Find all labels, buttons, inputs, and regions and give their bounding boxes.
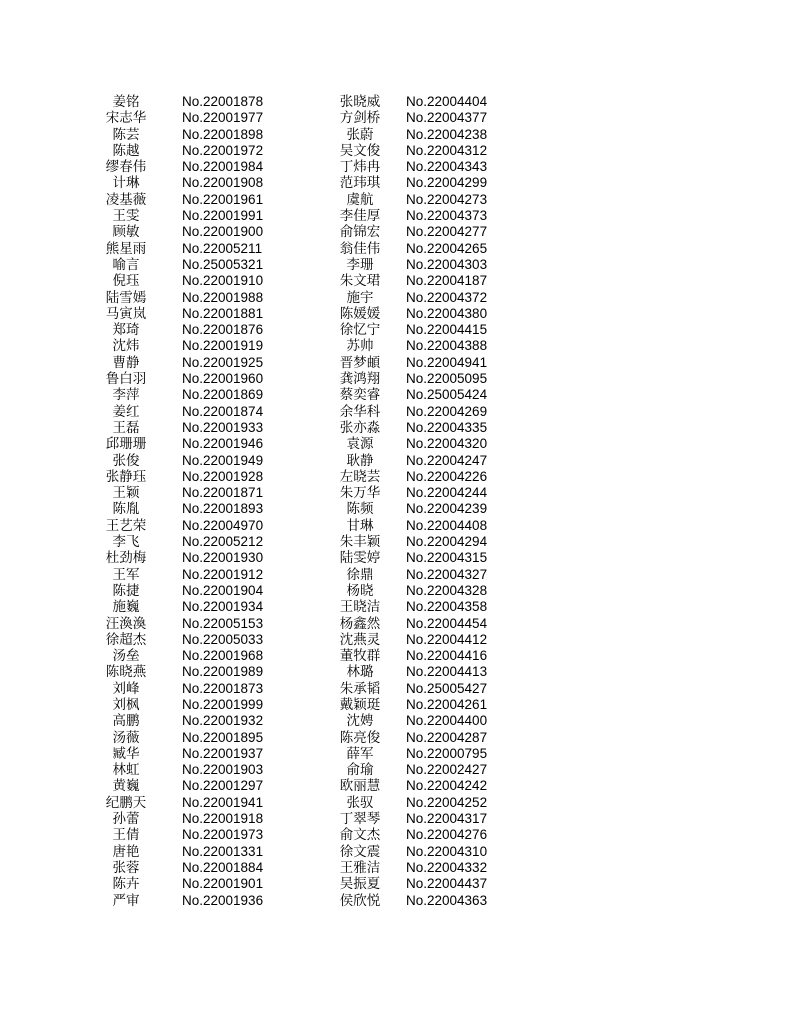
table-row — [70, 844, 518, 860]
name-cell: 计琳 — [112, 175, 140, 192]
name-cell: 陈越 — [112, 142, 140, 159]
id-number-cell: No.22004416 — [406, 648, 488, 664]
id-number-cell: No.22004276 — [406, 827, 488, 843]
name-cell: 刘枫 — [112, 696, 140, 713]
name-cell: 俞瑜 — [346, 762, 374, 779]
name-cell: 董牧群 — [339, 648, 381, 665]
id-number-cell: No.22004310 — [406, 843, 488, 859]
id-number-cell: No.22004343 — [406, 159, 488, 175]
name-cell: 余华科 — [339, 403, 381, 420]
id-number-cell: No.22004242 — [406, 778, 488, 794]
id-number-cell: No.22001932 — [182, 713, 264, 729]
id-number-cell: No.22001331 — [182, 843, 264, 859]
table-row — [70, 567, 518, 583]
name-cell: 甘琳 — [346, 517, 374, 534]
table-row — [70, 811, 518, 827]
table-row — [70, 355, 518, 371]
name-cell: 缪春伟 — [105, 159, 147, 176]
id-number-cell: No.22005095 — [406, 371, 488, 387]
name-cell: 龚鸿翔 — [339, 371, 381, 388]
name-cell: 曹静 — [112, 354, 140, 371]
id-number-cell: No.22004373 — [406, 208, 488, 224]
table-row — [70, 648, 518, 664]
name-cell: 汤垒 — [112, 648, 140, 665]
id-number-cell: No.22001297 — [182, 778, 264, 794]
id-number-cell: No.22001900 — [182, 224, 264, 240]
id-number-cell: No.22004269 — [406, 403, 488, 419]
name-cell: 李萍 — [112, 387, 140, 404]
id-number-cell: No.22004941 — [406, 354, 488, 370]
id-number-cell: No.22004303 — [406, 256, 488, 272]
name-cell: 王雅洁 — [339, 859, 381, 876]
name-cell: 李珊 — [346, 256, 374, 273]
name-cell: 王晓洁 — [339, 599, 381, 616]
id-number-cell: No.22004277 — [406, 224, 488, 240]
name-cell: 丁翠琴 — [339, 811, 381, 828]
table-row — [70, 795, 518, 811]
table-row — [70, 192, 518, 208]
name-cell: 蔡奕睿 — [339, 387, 381, 404]
name-cell: 欧丽慧 — [339, 778, 381, 795]
name-cell: 丁炜冉 — [339, 159, 381, 176]
name-cell: 刘峰 — [112, 680, 140, 697]
table-row — [70, 273, 518, 289]
table-row — [70, 713, 518, 729]
name-cell: 汪渙渙 — [105, 615, 147, 632]
table-row — [70, 257, 518, 273]
name-cell: 袁源 — [346, 436, 374, 453]
name-cell: 汤薇 — [112, 729, 140, 746]
table-row — [70, 681, 518, 697]
id-number-cell: No.22004299 — [406, 175, 488, 191]
id-number-cell: No.22001973 — [182, 827, 264, 843]
id-number-cell: No.22001928 — [182, 468, 264, 484]
table-row — [70, 616, 518, 632]
table-row — [70, 290, 518, 306]
name-cell: 徐鼎 — [346, 566, 374, 583]
table-row — [70, 127, 518, 143]
name-cell: 林璐 — [346, 664, 374, 681]
name-cell: 熊星雨 — [105, 240, 147, 257]
id-number-cell: No.22004315 — [406, 550, 488, 566]
name-cell: 严审 — [112, 892, 140, 909]
id-number-cell: No.22004415 — [406, 322, 488, 338]
table-row — [70, 306, 518, 322]
id-number-cell: No.22001991 — [182, 208, 264, 224]
name-cell: 张静珏 — [105, 468, 147, 485]
table-row — [70, 827, 518, 843]
id-number-cell: No.22004377 — [406, 110, 488, 126]
id-number-cell: No.22004273 — [406, 191, 488, 207]
id-number-cell: No.22001881 — [182, 305, 264, 321]
name-cell: 王艺荣 — [105, 517, 147, 534]
id-number-cell: No.22004372 — [406, 289, 488, 305]
name-cell: 朱承韬 — [339, 680, 381, 697]
id-number-cell: No.22004404 — [406, 94, 488, 109]
table-row — [70, 697, 518, 713]
id-number-cell: No.22000795 — [406, 745, 488, 761]
id-number-cell: No.22001904 — [182, 582, 264, 598]
name-cell: 王颖 — [112, 485, 140, 502]
id-number-cell: No.22005033 — [182, 631, 264, 647]
id-number-cell: No.22004388 — [406, 338, 488, 354]
name-cell: 李飞 — [112, 534, 140, 551]
name-cell: 沈炜 — [112, 338, 140, 355]
table-row — [70, 893, 518, 909]
id-number-cell: No.22004400 — [406, 713, 488, 729]
name-cell: 黄巍 — [112, 778, 140, 795]
name-cell: 陆雯婷 — [339, 550, 381, 567]
name-cell: 邱珊珊 — [105, 436, 147, 453]
id-number-cell: No.22001961 — [182, 191, 264, 207]
id-number-cell: No.22001874 — [182, 403, 264, 419]
name-cell: 沈燕灵 — [339, 631, 381, 648]
id-number-cell: No.22001893 — [182, 501, 264, 517]
name-cell: 耿静 — [346, 452, 374, 469]
table-row — [70, 485, 518, 501]
name-cell: 郑琦 — [112, 322, 140, 339]
name-cell: 王磊 — [112, 419, 140, 436]
id-number-cell: No.22001941 — [182, 794, 264, 810]
name-cell: 张蓉 — [112, 859, 140, 876]
name-cell: 王倩 — [112, 827, 140, 844]
table-row — [70, 110, 518, 126]
id-number-cell: No.22005211 — [182, 240, 263, 256]
name-cell: 喻言 — [112, 256, 140, 273]
id-number-cell: No.22004317 — [406, 811, 488, 827]
id-number-cell: No.22004261 — [406, 696, 488, 712]
id-number-cell: No.22004226 — [406, 468, 488, 484]
table-row — [70, 404, 518, 420]
id-number-cell: No.22004252 — [406, 794, 488, 810]
id-number-cell: No.22001873 — [182, 680, 264, 696]
name-cell: 宋志华 — [105, 110, 147, 127]
id-number-cell: No.22001946 — [182, 436, 264, 452]
id-number-cell: No.22004287 — [406, 729, 488, 745]
name-cell: 侯欣悦 — [339, 892, 381, 909]
name-cell: 马寅岚 — [105, 305, 147, 322]
name-cell: 虞航 — [346, 191, 374, 208]
table-row — [70, 94, 518, 110]
name-cell: 鲁白羽 — [105, 371, 147, 388]
id-number-cell: No.22004363 — [406, 892, 488, 908]
name-cell: 朱万华 — [339, 485, 381, 502]
table-row — [70, 175, 518, 191]
id-number-cell: No.22001901 — [182, 876, 264, 892]
id-number-cell: No.22004244 — [406, 485, 488, 501]
name-cell: 张亦淼 — [339, 419, 381, 436]
table-row — [70, 501, 518, 517]
roster-body — [70, 94, 518, 909]
name-cell: 俞文杰 — [339, 827, 381, 844]
id-number-cell: No.22004238 — [406, 126, 488, 142]
id-number-cell: No.22001871 — [182, 485, 264, 501]
name-cell: 徐文震 — [339, 843, 381, 860]
table-row — [70, 632, 518, 648]
name-cell: 顾敏 — [112, 224, 140, 241]
id-number-cell: No.22001968 — [182, 648, 264, 664]
name-cell: 凌基薇 — [105, 191, 147, 208]
id-number-cell: No.22001918 — [182, 811, 264, 827]
table-row — [70, 143, 518, 159]
table-row — [70, 876, 518, 892]
table-row — [70, 420, 518, 436]
name-cell: 戴颖珽 — [339, 696, 381, 713]
name-cell: 吴振夏 — [339, 876, 381, 893]
id-number-cell: No.22001930 — [182, 550, 264, 566]
id-number-cell: No.22001936 — [182, 892, 264, 908]
name-cell: 张驭 — [346, 794, 374, 811]
name-cell: 薛军 — [346, 745, 374, 762]
table-row — [70, 208, 518, 224]
id-number-cell: No.22004380 — [406, 305, 488, 321]
id-number-cell: No.22004332 — [406, 859, 488, 875]
id-number-cell: No.22004437 — [406, 876, 488, 892]
name-cell: 苏帅 — [346, 338, 374, 355]
name-cell: 张俊 — [112, 452, 140, 469]
id-number-cell: No.22004328 — [406, 582, 488, 598]
table-row — [70, 730, 518, 746]
id-number-cell: No.22001960 — [182, 371, 264, 387]
name-cell: 陈捷 — [112, 582, 140, 599]
id-number-cell: No.22004335 — [406, 419, 488, 435]
id-number-cell: No.22004320 — [406, 436, 488, 452]
id-number-cell: No.22004247 — [406, 452, 488, 468]
name-cell: 范玮琪 — [339, 175, 381, 192]
id-number-cell: No.22001984 — [182, 159, 264, 175]
id-number-cell: No.22004265 — [406, 240, 488, 256]
table-row — [70, 518, 518, 534]
id-number-cell: No.22001876 — [182, 322, 264, 338]
name-cell: 晋梦頔 — [339, 354, 381, 371]
name-cell: 吴文俊 — [339, 142, 381, 159]
name-cell: 徐忆宁 — [339, 322, 381, 339]
name-cell: 倪珏 — [112, 273, 140, 290]
table-row — [70, 338, 518, 354]
id-number-cell: No.22004408 — [406, 517, 488, 533]
id-number-cell: No.22001999 — [182, 696, 264, 712]
table-row — [70, 664, 518, 680]
id-number-cell: No.22004327 — [406, 566, 488, 582]
id-number-cell: No.22005153 — [182, 615, 264, 631]
table-row — [70, 860, 518, 876]
name-cell: 张蔚 — [346, 126, 374, 143]
id-number-cell: No.22002427 — [406, 762, 488, 778]
table-row — [70, 599, 518, 615]
name-cell: 陈频 — [346, 501, 374, 518]
name-cell: 翁佳伟 — [339, 240, 381, 257]
name-cell: 俞锦宏 — [339, 224, 381, 241]
id-number-cell: No.22001919 — [182, 338, 264, 354]
id-number-cell: No.22004294 — [406, 534, 488, 550]
name-cell: 陈胤 — [112, 501, 140, 518]
id-number-cell: No.22001977 — [182, 110, 264, 126]
name-cell: 陆雪嫣 — [105, 289, 147, 306]
id-number-cell: No.22004412 — [406, 631, 488, 647]
name-cell: 朱文珺 — [339, 273, 381, 290]
id-number-cell: No.22001925 — [182, 354, 264, 370]
name-cell: 张晓威 — [339, 94, 381, 110]
name-cell: 李佳厚 — [339, 208, 381, 225]
name-cell: 徐超杰 — [105, 631, 147, 648]
name-cell: 方剑桥 — [339, 110, 381, 127]
id-number-cell: No.22001903 — [182, 762, 264, 778]
name-cell: 陈媛媛 — [339, 305, 381, 322]
id-number-cell: No.22001949 — [182, 452, 264, 468]
id-number-cell: No.22001937 — [182, 745, 264, 761]
table-row — [70, 583, 518, 599]
table-row — [70, 436, 518, 452]
id-number-cell: No.22001910 — [182, 273, 264, 289]
id-number-cell: No.22004413 — [406, 664, 488, 680]
id-number-cell: No.22001898 — [182, 126, 264, 142]
name-cell: 臧华 — [112, 745, 140, 762]
name-cell: 左晓芸 — [339, 468, 381, 485]
id-number-cell: No.22004187 — [406, 273, 488, 289]
name-cell: 姜红 — [112, 403, 140, 420]
id-number-cell: No.25005427 — [406, 680, 488, 696]
table-row — [70, 534, 518, 550]
name-cell: 陈晓燕 — [105, 664, 147, 681]
name-cell: 林虹 — [112, 762, 140, 779]
id-number-cell: No.22001989 — [182, 664, 264, 680]
id-number-cell: No.22001972 — [182, 142, 264, 158]
name-cell: 杜劲梅 — [105, 550, 147, 567]
table-row — [70, 371, 518, 387]
name-cell: 施巍 — [112, 599, 140, 616]
name-cell: 施宇 — [346, 289, 374, 306]
table-row — [70, 159, 518, 175]
name-cell: 纪鹏天 — [105, 794, 147, 811]
table-row — [70, 746, 518, 762]
name-cell: 陈芸 — [112, 126, 140, 143]
id-number-cell: No.22001933 — [182, 419, 264, 435]
name-cell: 王军 — [112, 566, 140, 583]
table-row — [70, 387, 518, 403]
id-number-cell: No.22001908 — [182, 175, 264, 191]
id-number-cell: No.22001988 — [182, 289, 264, 305]
id-number-cell: No.22004358 — [406, 599, 488, 615]
name-cell: 王雯 — [112, 208, 140, 225]
name-cell: 朱丰颖 — [339, 534, 381, 551]
table-row — [70, 550, 518, 566]
id-number-cell: No.22001878 — [182, 94, 264, 109]
id-number-cell: No.25005424 — [406, 387, 488, 403]
roster-table — [70, 94, 518, 909]
name-cell: 孙蕾 — [112, 811, 140, 828]
id-number-cell: No.22004970 — [182, 517, 264, 533]
table-row — [70, 469, 518, 485]
table-row — [70, 322, 518, 338]
id-number-cell: No.22001912 — [182, 566, 264, 582]
name-cell: 沈娉 — [346, 713, 374, 730]
table-row — [70, 241, 518, 257]
id-number-cell: No.22004312 — [406, 142, 488, 158]
id-number-cell: No.22001869 — [182, 387, 264, 403]
id-number-cell: No.22001895 — [182, 729, 264, 745]
name-cell: 陈卉 — [112, 876, 140, 893]
table-row — [70, 224, 518, 240]
id-number-cell: No.25005321 — [182, 256, 264, 272]
id-number-cell: No.22005212 — [182, 534, 264, 550]
name-cell: 姜铭 — [112, 94, 140, 110]
table-row — [70, 778, 518, 794]
name-cell: 杨晓 — [346, 582, 374, 599]
table-row — [70, 453, 518, 469]
name-cell: 高鹏 — [112, 713, 140, 730]
id-number-cell: No.22004454 — [406, 615, 488, 631]
name-cell: 唐艳 — [112, 843, 140, 860]
name-cell: 杨鑫然 — [339, 615, 381, 632]
id-number-cell: No.22004239 — [406, 501, 488, 517]
id-number-cell: No.22001884 — [182, 859, 264, 875]
id-number-cell: No.22001934 — [182, 599, 264, 615]
table-row — [70, 762, 518, 778]
name-cell: 陈亮俊 — [339, 729, 381, 746]
